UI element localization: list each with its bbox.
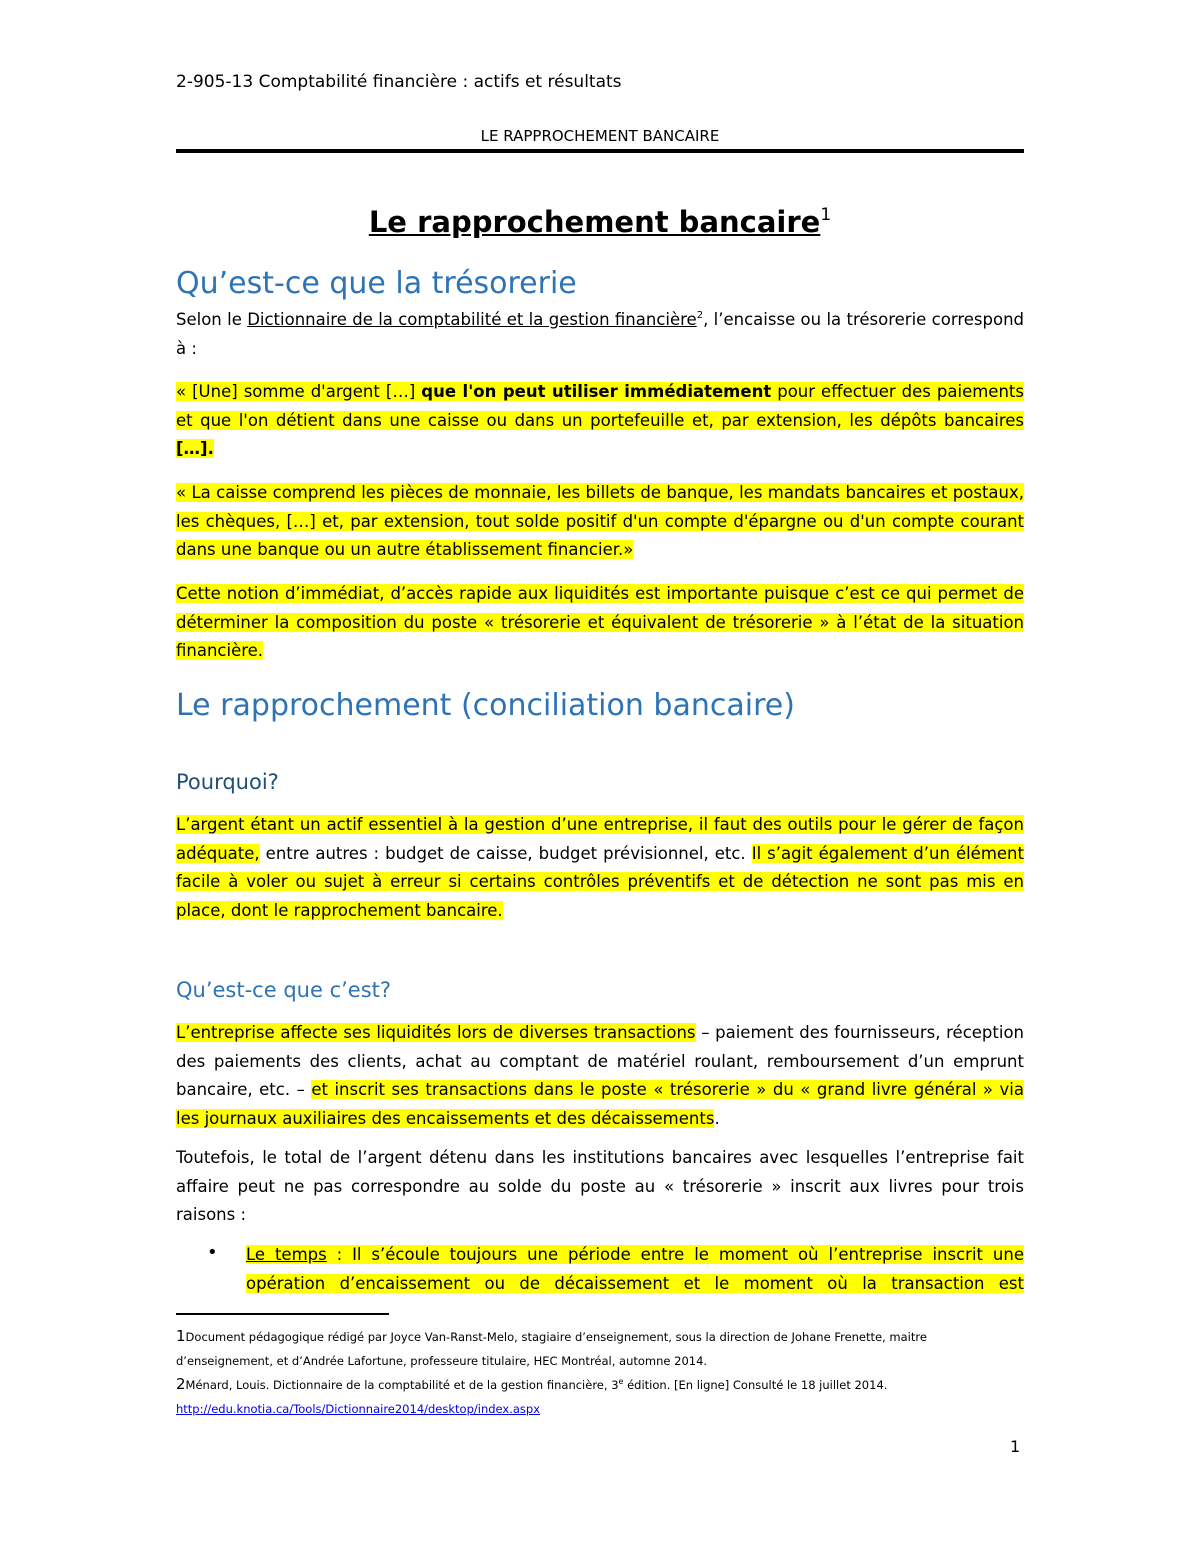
what-part-d: . xyxy=(714,1108,720,1128)
heading-pourquoi: Pourquoi? xyxy=(176,770,279,794)
heading-tresorerie: Qu’est-ce que la trésorerie xyxy=(176,266,577,301)
course-header: 2-905-13 Comptabilité financière : actifs et résultats xyxy=(176,72,622,92)
dictionary-reference: Dictionnaire de la comptabilité et la gestion financière xyxy=(247,310,697,329)
bullet-icon: • xyxy=(207,1242,218,1263)
footnote-2-text-end: édition. [En ligne] Consulté le 18 juillet 2014. xyxy=(623,1377,888,1392)
title-text: Le rapprochement bancaire xyxy=(368,205,821,239)
note-text: Cette notion d’immédiat, d’accès rapide aux liquidités est importante puisque c’est ce qui permet de déterminer la composition du poste « trésorerie et équivalent de trésorerie » à l’état de la situation financière. xyxy=(176,584,1024,660)
footnote-2-number: 2 xyxy=(176,1374,186,1393)
bullet-term: Le temps xyxy=(246,1245,327,1264)
footnote-ref-2[interactable]: 2 xyxy=(696,310,704,321)
why-part-a: L’argent étant un actif essentiel à la gestion d’une entreprise, il faut des outils pour le gérer de façon adéquate, xyxy=(176,815,1024,863)
quote2-text: « La caisse comprend les pièces de monnaie, les billets de banque, les mandats bancaires et postaux, les chèques, […] et, par extension, tout solde positif d'un compte d'épargne ou d'un compte courant dans une banque ou un autre établissement financier.» xyxy=(176,483,1024,559)
quote1-part-b: pour effectuer des paiements et que l'on détient dans une caisse ou dans un portefeuille et, par extension, les dépôts bancaires xyxy=(176,382,1024,430)
intro-paragraph xyxy=(176,306,1024,363)
quote1-part-c: […]. xyxy=(176,439,214,458)
page-title xyxy=(176,205,1024,239)
quote1-part-a: « [Une] somme d'argent […] xyxy=(176,382,422,401)
quote-paragraph-1 xyxy=(176,378,1024,464)
why-part-b: entre autres : budget de caisse, budget prévisionnel, etc. xyxy=(259,843,752,863)
immediacy-note xyxy=(176,580,1024,666)
title-footnote-ref[interactable]: 1 xyxy=(820,205,832,225)
page-number: 1 xyxy=(1010,1437,1021,1456)
running-head: LE RAPPROCHEMENT BANCAIRE xyxy=(480,127,720,145)
footnote-2-text: Ménard, Louis. Dictionnaire de la comptabilité et de la gestion financière, 3 xyxy=(185,1377,619,1392)
however-paragraph: Toutefois, le total de l’argent détenu dans les institutions bancaires avec lesquelles l’entreprise fait affaire peut ne pas correspondre au solde du poste au « trésorerie » inscrit aux livres pour trois raisons : xyxy=(176,1148,1024,1224)
heading-quest-ce: Qu’est-ce que c’est? xyxy=(176,978,392,1002)
footnote-1 xyxy=(176,1324,1024,1373)
heading-rapprochement: Le rapprochement (conciliation bancaire) xyxy=(176,688,795,723)
quote-paragraph-2 xyxy=(176,479,1024,565)
footnote-2-sup: e xyxy=(618,1377,624,1386)
why-part-c: Il s’agit également d’un élément facile à voler ou sujet à erreur si certains contrôles préventifs et de détection ne sont pas mis en place, dont le rapprochement bancaire. xyxy=(176,843,1024,920)
header-rule xyxy=(176,149,1024,153)
quote1-bold: que l'on peut utiliser immédiatement xyxy=(421,382,772,401)
bullet-text: : Il s’écoule toujours une période entre le moment où l’entreprise inscrit une opération d’encaissement ou de décaissement et le moment où la transaction est xyxy=(246,1245,1024,1293)
why-paragraph xyxy=(176,811,1024,925)
footnote-1-number: 1 xyxy=(176,1327,186,1345)
what-paragraph xyxy=(176,1019,1024,1133)
intro-text-end: , l’encaisse ou la trésorerie correspond à : xyxy=(176,310,1024,358)
what-part-b: – paiement des fournisseurs, réception des paiements des clients, achat au comptant de matériel roulant, remboursement d’un emprunt bancaire, etc. – xyxy=(176,1023,1025,1099)
footnote-separator xyxy=(176,1313,389,1315)
bullet-item-temps xyxy=(246,1241,1024,1298)
what-part-c: et inscrit ses transactions dans le poste « trésorerie » du « grand livre général » via les journaux auxiliaires des encaissements et des décaissements xyxy=(176,1080,1024,1128)
what-part-a: L’entreprise affecte ses liquidités lors de diverses transactions xyxy=(176,1023,696,1042)
footnote-1-text: Document pédagogique rédigé par Joyce Van-Ranst-Melo, stagiaire d’enseignement, sous la direction de Johane Frenette, maitre d’enseignement, et d’Andrée Lafortune, professeure titulaire, HEC Montréal, automne 2014. xyxy=(176,1330,927,1368)
dictionary-link[interactable]: http://edu.knotia.ca/Tools/Dictionnaire2014/desktop/index.aspx xyxy=(176,1401,541,1416)
footnote-2 xyxy=(176,1370,1024,1421)
intro-text: Selon le xyxy=(176,310,248,329)
